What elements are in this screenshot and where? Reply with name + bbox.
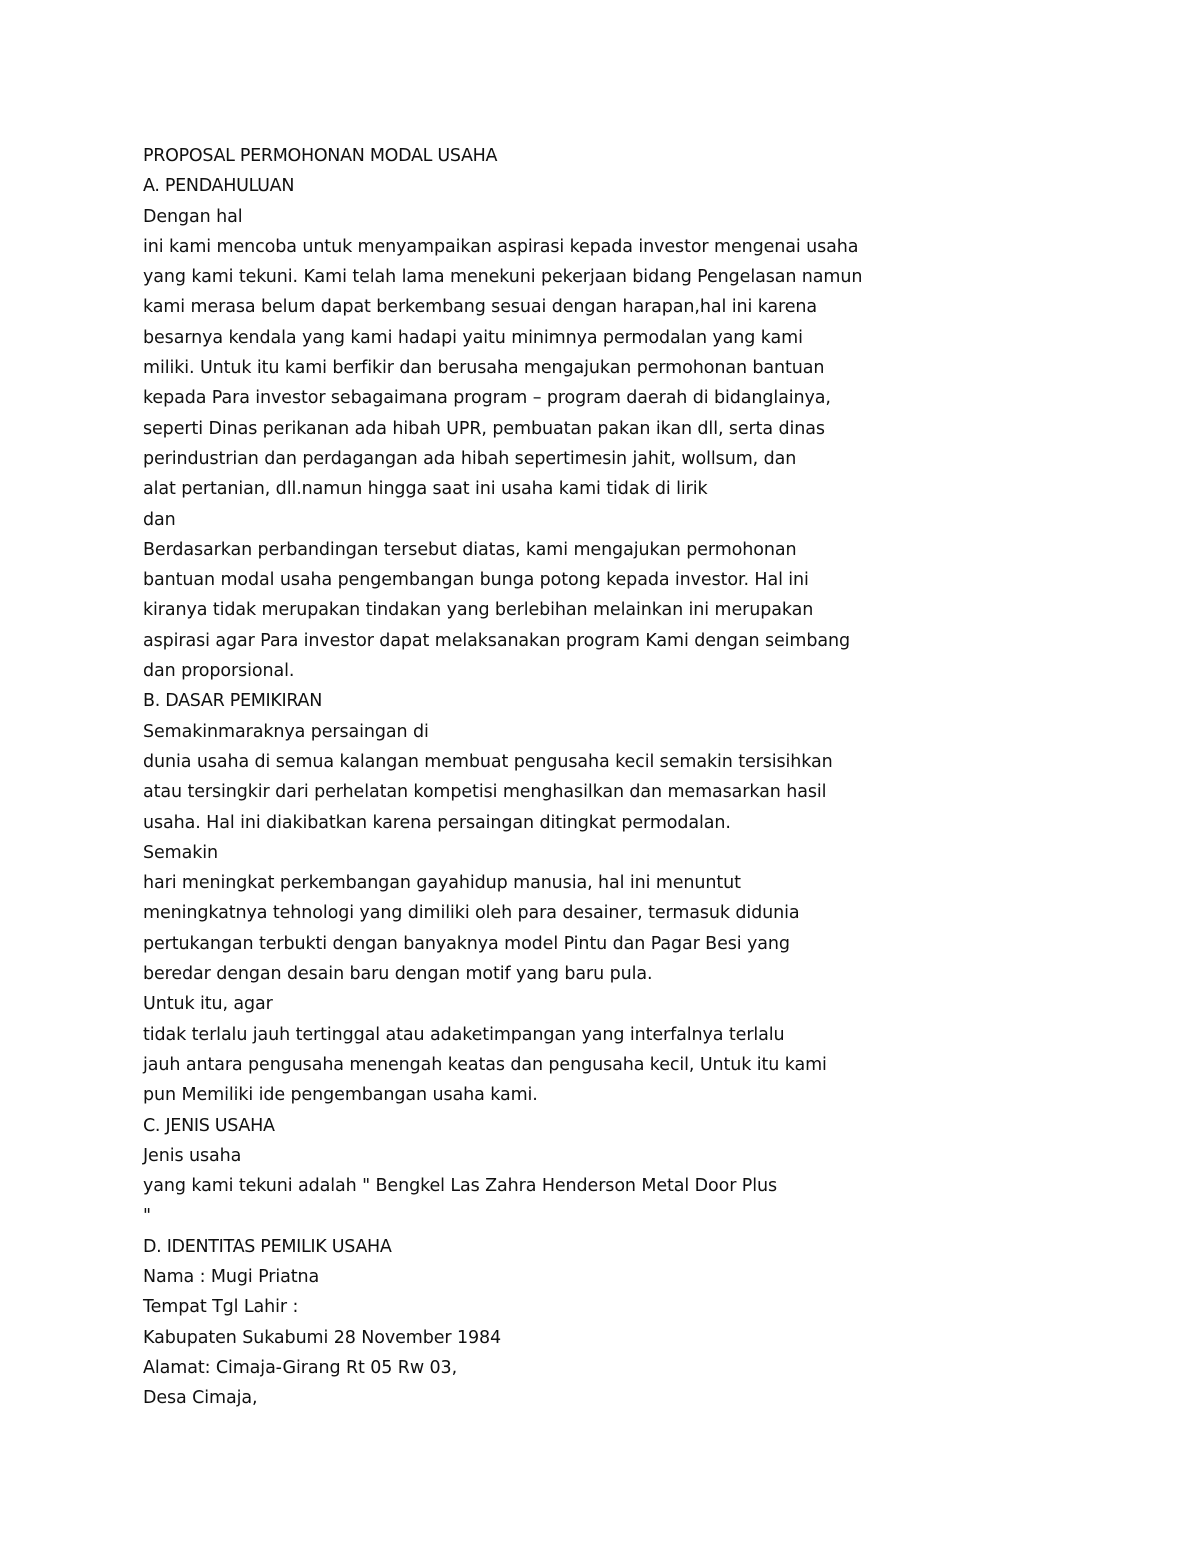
section-heading: A. PENDAHULUAN	[143, 176, 295, 197]
paragraph-line: perindustrian dan perdagangan ada hibah sepertimesin jahit, wollsum, dan	[143, 448, 797, 469]
paragraph-line: Jenis usaha	[143, 1145, 242, 1166]
paragraph-line: tidak terlalu jauh tertinggal atau adaketimpangan yang interfalnya terlalu	[143, 1024, 785, 1045]
paragraph-line: Semakin	[143, 842, 219, 863]
paragraph-line: kepada Para investor sebagaimana program – program daerah di bidanglainya,	[143, 388, 831, 409]
paragraph-line: kami merasa belum dapat berkembang sesuai dengan harapan,hal ini karena	[143, 297, 818, 318]
section-heading: C. JENIS USAHA	[143, 1115, 275, 1136]
paragraph-line: yang kami tekuni adalah " Bengkel Las Zahra Henderson Metal Door Plus	[143, 1176, 778, 1197]
paragraph-line: jauh antara pengusaha menengah keatas dan pengusaha kecil, Untuk itu kami	[143, 1054, 827, 1075]
paragraph-line: alat pertanian, dll.namun hingga saat ini usaha kami tidak di lirik	[143, 479, 708, 500]
paragraph-line: Desa Cimaja,	[143, 1388, 258, 1409]
paragraph-line: Semakinmaraknya persaingan di	[143, 721, 429, 742]
paragraph-line: kiranya tidak merupakan tindakan yang berlebihan melainkan ini merupakan	[143, 600, 814, 621]
paragraph-line: Berdasarkan perbandingan tersebut diatas, kami mengajukan permohonan	[143, 539, 797, 560]
paragraph-line: bantuan modal usaha pengembangan bunga potong kepada investor. Hal ini	[143, 570, 809, 591]
paragraph-line: "	[143, 1206, 151, 1227]
paragraph-line: Alamat: Cimaja-Girang Rt 05 Rw 03,	[143, 1357, 458, 1378]
paragraph-line: pun Memiliki ide pengembangan usaha kami.	[143, 1085, 538, 1106]
document-body	[143, 141, 1103, 1413]
paragraph-line: Kabupaten Sukabumi 28 November 1984	[143, 1327, 502, 1348]
paragraph-line: dan proporsional.	[143, 661, 295, 682]
paragraph-line: usaha. Hal ini diakibatkan karena persaingan ditingkat permodalan.	[143, 812, 731, 833]
section-heading: B. DASAR PEMIKIRAN	[143, 691, 323, 712]
paragraph-line: besarnya kendala yang kami hadapi yaitu minimnya permodalan yang kami	[143, 327, 803, 348]
section-heading: D. IDENTITAS PEMILIK USAHA	[143, 1236, 392, 1257]
paragraph-line: aspirasi agar Para investor dapat melaksanakan program Kami dengan seimbang	[143, 630, 850, 651]
paragraph-line: pertukangan terbukti dengan banyaknya model Pintu dan Pagar Besi yang	[143, 933, 790, 954]
paragraph-line: beredar dengan desain baru dengan motif yang baru pula.	[143, 964, 653, 985]
paragraph-line: Dengan hal	[143, 206, 243, 227]
section-heading: PROPOSAL PERMOHONAN MODAL USAHA	[143, 146, 498, 166]
paragraph-line: atau tersingkir dari perhelatan kompetisi menghasilkan dan memasarkan hasil	[143, 782, 827, 803]
paragraph-line: meningkatnya tehnologi yang dimiliki oleh para desainer, termasuk didunia	[143, 903, 800, 924]
paragraph-line: Tempat Tgl Lahir :	[143, 1297, 299, 1318]
paragraph-line: seperti Dinas perikanan ada hibah UPR, pembuatan pakan ikan dll, serta dinas	[143, 418, 825, 439]
paragraph-line: Nama : Mugi Priatna	[143, 1266, 320, 1287]
paragraph-line: yang kami tekuni. Kami telah lama menekuni pekerjaan bidang Pengelasan namun	[143, 267, 863, 288]
paragraph-line: miliki. Untuk itu kami berfikir dan berusaha mengajukan permohonan bantuan	[143, 358, 825, 379]
paragraph-line: ini kami mencoba untuk menyampaikan aspirasi kepada investor mengenai usaha	[143, 236, 859, 257]
paragraph-line: Untuk itu, agar	[143, 994, 273, 1015]
paragraph-line: dan	[143, 509, 176, 530]
paragraph-line: hari meningkat perkembangan gayahidup manusia, hal ini menuntut	[143, 873, 741, 894]
paragraph-line: dunia usaha di semua kalangan membuat pengusaha kecil semakin tersisihkan	[143, 751, 833, 772]
